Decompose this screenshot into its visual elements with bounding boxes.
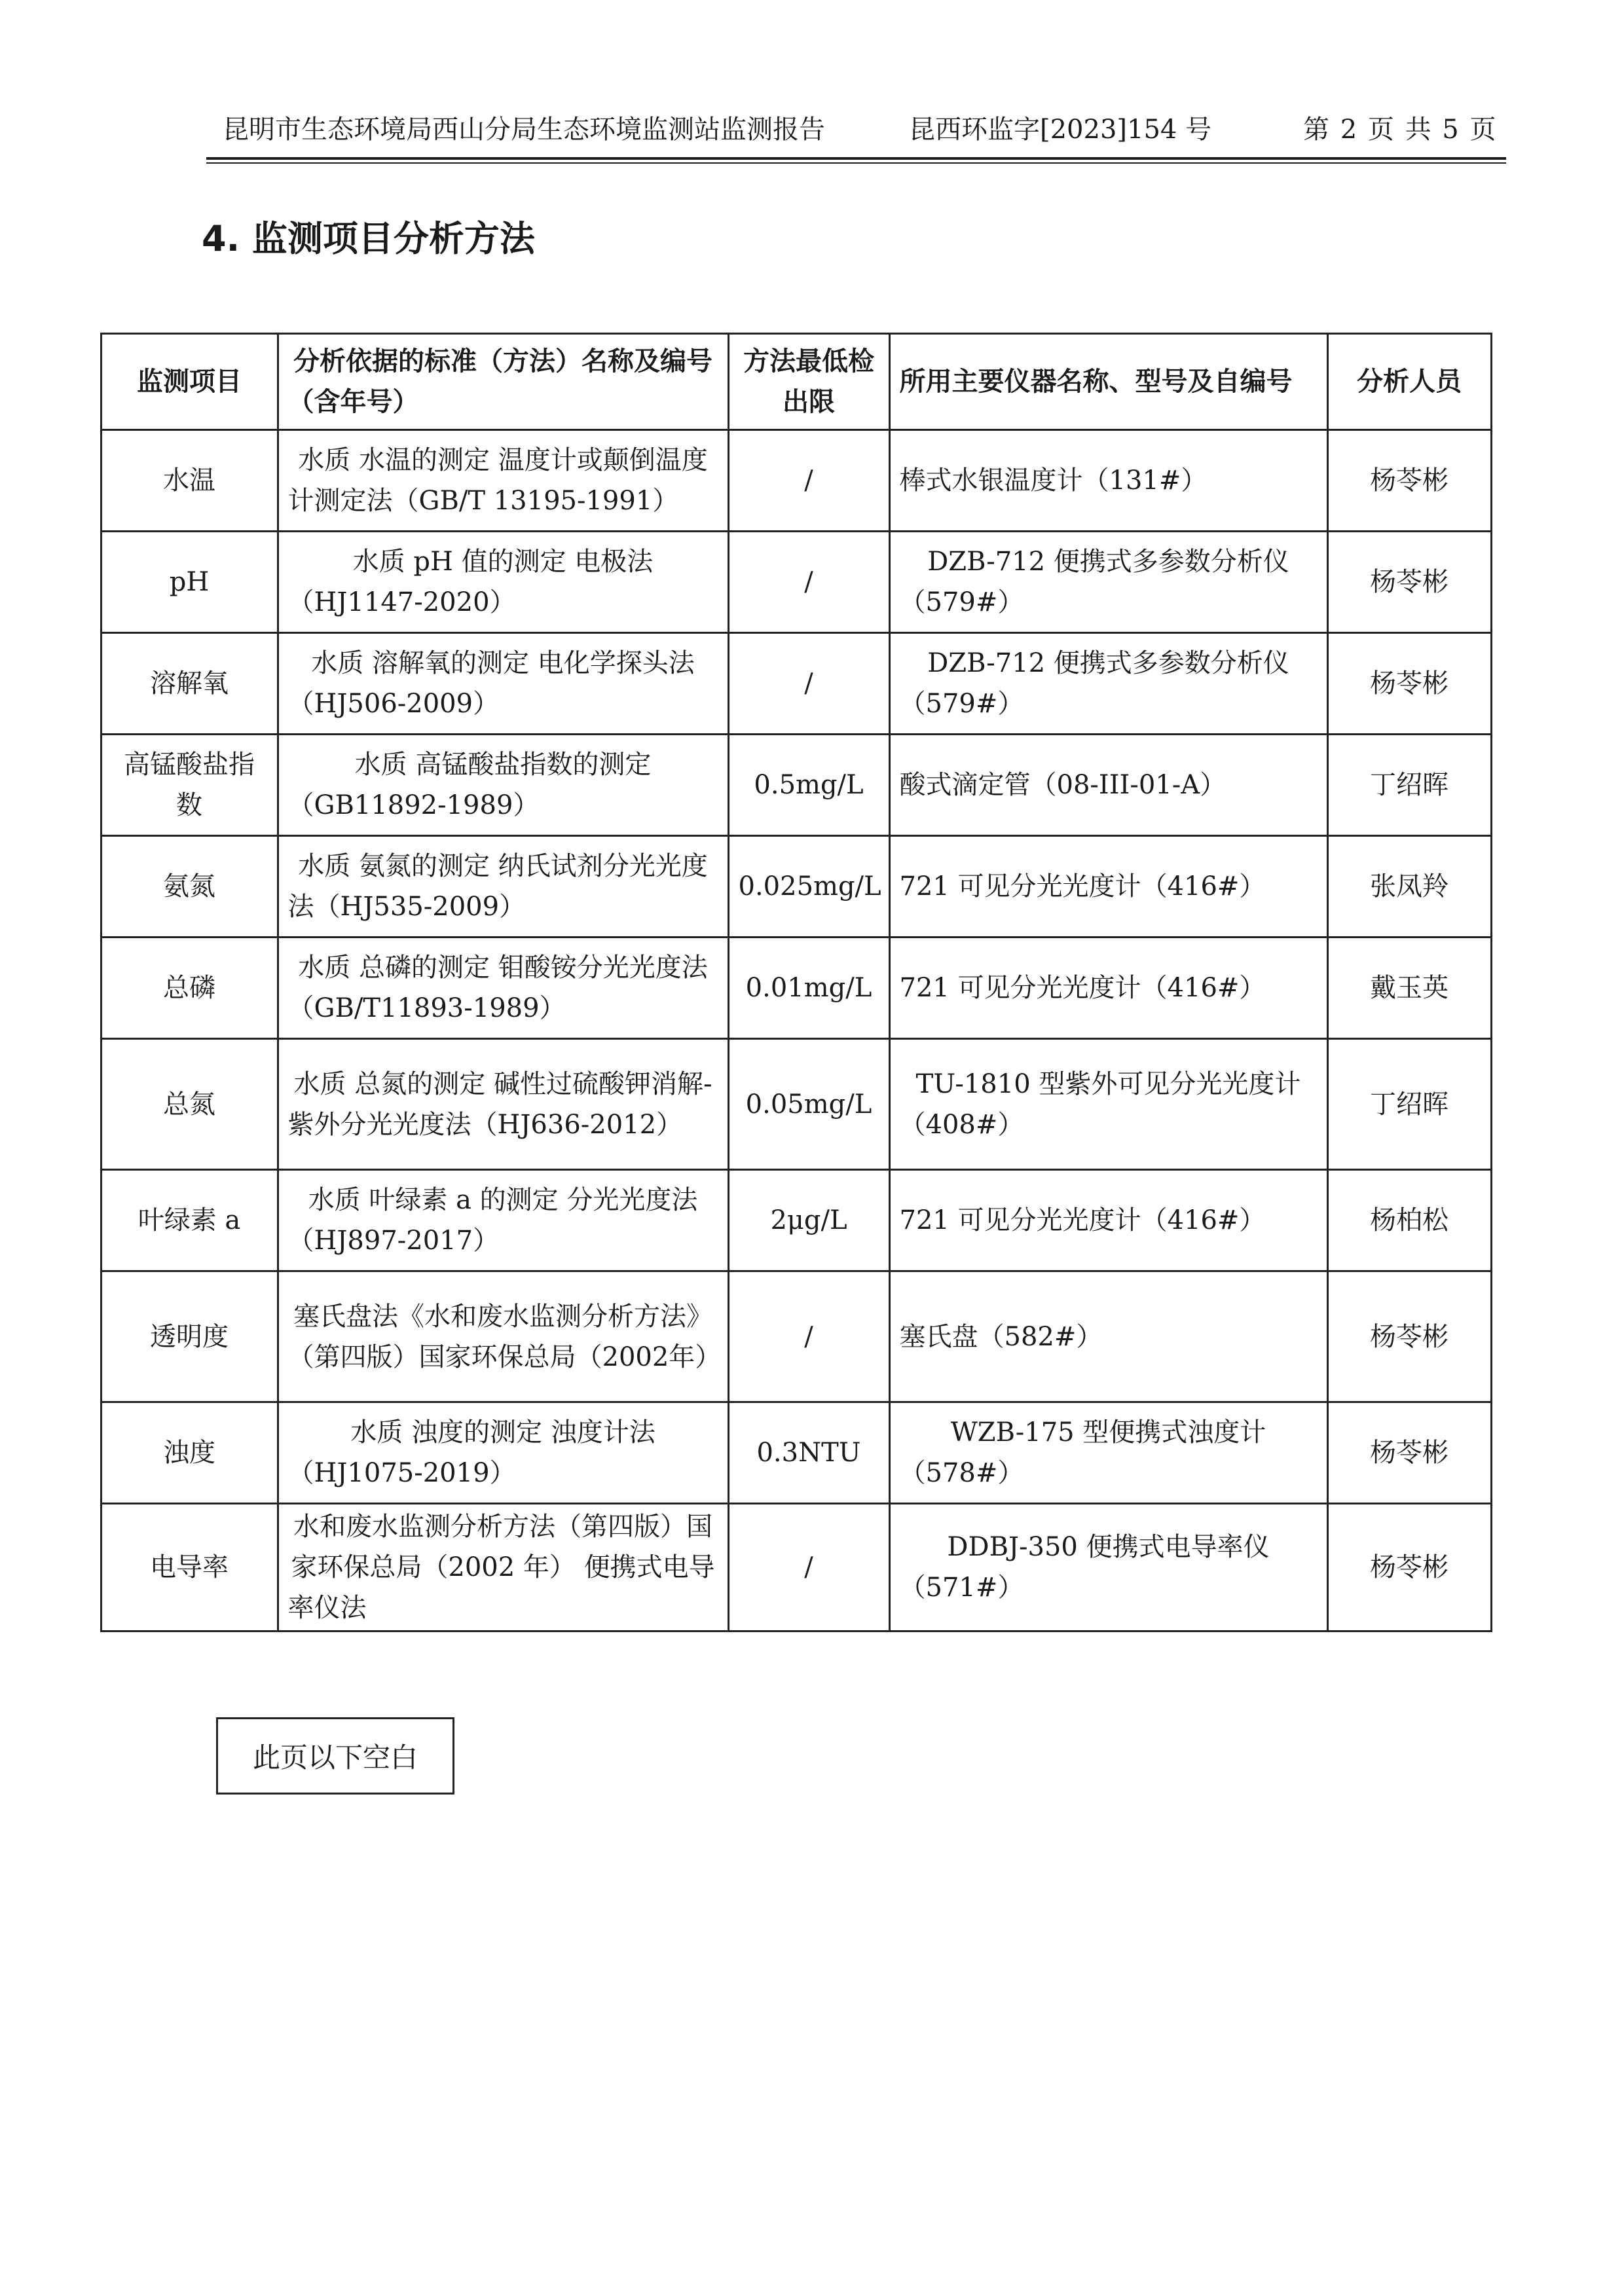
cell-method: 水质 高锰酸盐指数的测定（GB11892-1989）: [278, 735, 728, 836]
table-row: [0, 1504, 1624, 1631]
cell-limit: /: [728, 1504, 889, 1631]
cell-limit: 2μg/L: [728, 1170, 889, 1271]
cell-instrument: 酸式滴定管（08-III-01-A）: [889, 735, 1327, 836]
table-row: [0, 1271, 1624, 1402]
col-header-analyst: 分析人员: [1327, 334, 1491, 430]
cell-item: 高锰酸盐指数: [101, 735, 278, 836]
table-row: [0, 1039, 1624, 1170]
cell-limit: /: [728, 1271, 889, 1402]
cell-analyst: 张凤羚: [1327, 836, 1491, 938]
table-row: [0, 1170, 1624, 1271]
cell-instrument: 塞氏盘（582#）: [889, 1271, 1327, 1402]
header-rule: [206, 157, 1506, 160]
cell-limit: 0.05mg/L: [728, 1039, 889, 1170]
cell-item: 叶绿素 a: [101, 1170, 278, 1271]
cell-analyst: 丁绍晖: [1327, 735, 1491, 836]
cell-item: pH: [101, 532, 278, 633]
cell-limit: 0.5mg/L: [728, 735, 889, 836]
cell-item: 总氮: [101, 1039, 278, 1170]
header-page-info: 第 2 页 共 5 页: [1303, 115, 1498, 145]
header-org-name: 昆明市生态环境局西山分局生态环境监测站监测报告: [223, 115, 825, 145]
cell-item: 透明度: [101, 1271, 278, 1402]
cell-limit: 0.3NTU: [728, 1402, 889, 1504]
cell-item: 水温: [101, 430, 278, 532]
col-header-instrument: 所用主要仪器名称、型号及自编号: [889, 334, 1327, 430]
cell-analyst: 杨柏松: [1327, 1170, 1491, 1271]
col-header-item: 监测项目: [101, 334, 278, 430]
cell-method: 水质 总氮的测定 碱性过硫酸钾消解-紫外分光光度法（HJ636-2012）: [278, 1039, 728, 1170]
blank-page-note: 此页以下空白: [216, 1717, 454, 1795]
cell-method: 水质 总磷的测定 钼酸铵分光光度法（GB/T11893-1989）: [278, 938, 728, 1039]
cell-analyst: 杨苓彬: [1327, 532, 1491, 633]
cell-method: 水质 叶绿素 a 的测定 分光光度法（HJ897-2017）: [278, 1170, 728, 1271]
cell-instrument: DZB-712 便携式多参数分析仪（579#）: [889, 633, 1327, 735]
cell-method: 塞氏盘法《水和废水监测分析方法》（第四版）国家环保总局（2002年）: [278, 1271, 728, 1402]
cell-item: 溶解氧: [101, 633, 278, 735]
cell-instrument: 721 可见分光光度计（416#）: [889, 1170, 1327, 1271]
table-row: [0, 938, 1624, 1039]
cell-limit: 0.025mg/L: [728, 836, 889, 938]
cell-method: 水质 pH 值的测定 电极法（HJ1147-2020）: [278, 532, 728, 633]
cell-instrument: 721 可见分光光度计（416#）: [889, 836, 1327, 938]
table-row: [0, 836, 1624, 938]
cell-method: 水质 氨氮的测定 纳氏试剂分光光度法（HJ535-2009）: [278, 836, 728, 938]
cell-item: 总磷: [101, 938, 278, 1039]
cell-limit: 0.01mg/L: [728, 938, 889, 1039]
cell-limit: /: [728, 430, 889, 532]
cell-method: 水质 溶解氧的测定 电化学探头法（HJ506-2009）: [278, 633, 728, 735]
cell-instrument: 721 可见分光光度计（416#）: [889, 938, 1327, 1039]
cell-analyst: 杨苓彬: [1327, 633, 1491, 735]
table-row: [0, 633, 1624, 735]
cell-analyst: 杨苓彬: [1327, 1504, 1491, 1631]
col-header-limit: 方法最低检出限: [728, 334, 889, 430]
header-rule-thin: [206, 162, 1506, 164]
cell-item: 氨氮: [101, 836, 278, 938]
cell-instrument: 棒式水银温度计（131#）: [889, 430, 1327, 532]
table-row: [0, 430, 1624, 532]
cell-instrument: WZB-175 型便携式浊度计（578#）: [889, 1402, 1327, 1504]
table-header-row: [0, 334, 1624, 430]
cell-item: 浊度: [101, 1402, 278, 1504]
section-title: 4. 监测项目分析方法: [202, 218, 535, 259]
cell-analyst: 杨苓彬: [1327, 1402, 1491, 1504]
table-row: [0, 1402, 1624, 1504]
cell-item: 电导率: [101, 1504, 278, 1631]
cell-limit: /: [728, 633, 889, 735]
cell-analyst: 戴玉英: [1327, 938, 1491, 1039]
cell-analyst: 杨苓彬: [1327, 430, 1491, 532]
table-row: [0, 735, 1624, 836]
methods-table: [0, 333, 1624, 1632]
cell-analyst: 杨苓彬: [1327, 1271, 1491, 1402]
cell-method: 水质 水温的测定 温度计或颠倒温度计测定法（GB/T 13195-1991）: [278, 430, 728, 532]
cell-method: 水质 浊度的测定 浊度计法（HJ1075-2019）: [278, 1402, 728, 1504]
cell-limit: /: [728, 532, 889, 633]
col-header-method: 分析依据的标准（方法）名称及编号（含年号）: [278, 334, 728, 430]
header-report-number: 昆西环监字[2023]154 号: [909, 115, 1212, 145]
cell-instrument: TU-1810 型紫外可见分光光度计（408#）: [889, 1039, 1327, 1170]
cell-instrument: DZB-712 便携式多参数分析仪（579#）: [889, 532, 1327, 633]
table-row: [0, 532, 1624, 633]
cell-instrument: DDBJ-350 便携式电导率仪（571#）: [889, 1504, 1327, 1631]
cell-method: 水和废水监测分析方法（第四版）国家环保总局（2002 年） 便携式电导率仪法: [278, 1504, 728, 1631]
cell-analyst: 丁绍晖: [1327, 1039, 1491, 1170]
